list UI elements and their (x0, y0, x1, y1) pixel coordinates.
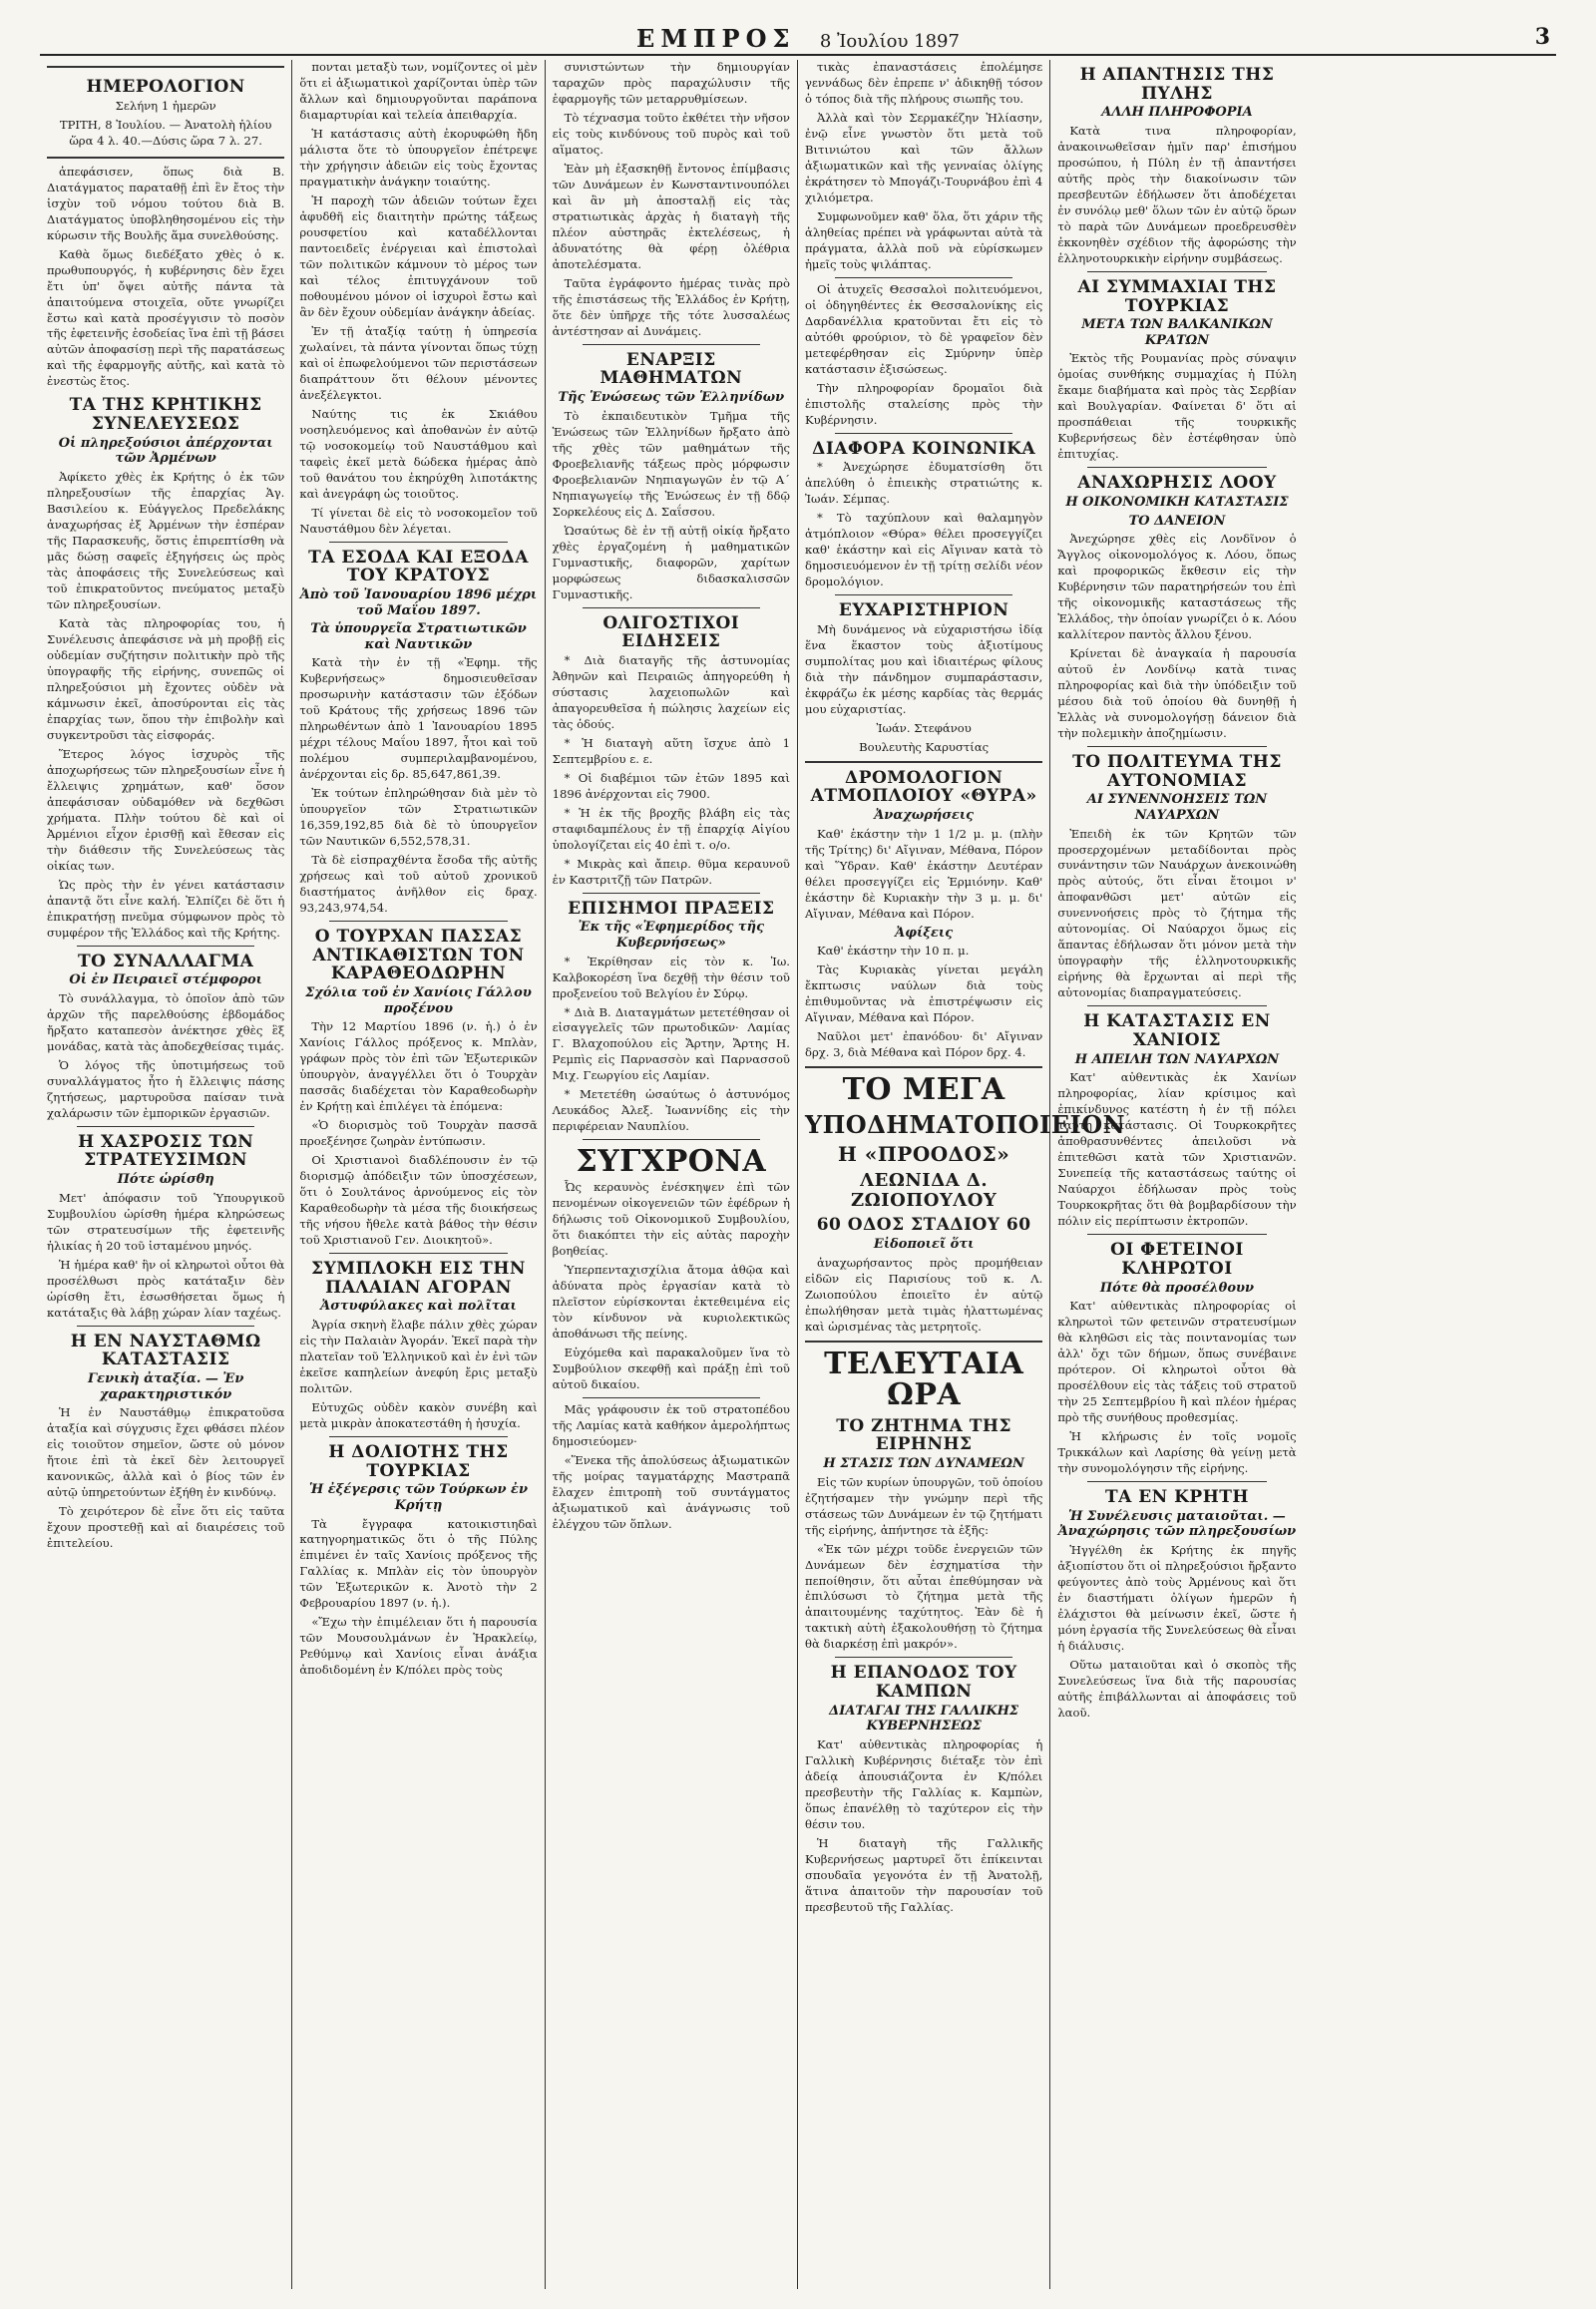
divider (805, 1341, 1042, 1343)
article-text: Οὕτω ματαιοῦται καὶ ὁ σκοπὸς τῆς Συνελεύσεως ἵνα διὰ τῆς παρουσίας αὐτῆς ἐπιβάλλωνται αἱ ἀποφάσεις τοῦ λαοῦ. (1057, 1657, 1297, 1720)
article-text: * Τὸ ταχύπλουν καὶ θαλαμηγὸν ἀτμόπλοιον «Θύρα» θέλει προσεγγίζει καθ' ἑκάστην καὶ εἰς Αἴγιναν κατὰ τὸ δημοσιευόμενον ἐν τῇ τρίτῃ σελίδι νέον δρομολόγιον. (804, 511, 1043, 589)
headline-episimoi: ΕΠΙΣΗΜΟΙ ΠΡΑΞΕΙΣ (568, 898, 775, 919)
divider (835, 1657, 1012, 1658)
headline-diafora: ΔΙΑΦΟΡΑ ΚΟΙΝΩΝΙΚΑ (812, 438, 1036, 459)
headline-doliotis: Η ΔΟΛΙΟΤΗΣ ΤΗΣ ΤΟΥΡΚΙΑΣ (328, 1441, 509, 1481)
article-text: Ἀγρία σκηνὴ ἔλαβε πάλιν χθὲς χώραν εἰς τὴν Παλαιὰν Ἀγοράν. Ἐκεῖ παρὰ τὴν πλατεῖαν τοῦ Ἑλληνικοῦ καὶ ἐν ἐνὶ τῶν ἐκεῖσε καπηλείων ἀνεφύη ἔρις μεταξὺ πολιτῶν. (299, 1318, 538, 1395)
subhead-stasis: Η ΣΤΑΣΙΣ ΤΩΝ ΔΥΝΑΜΕΩΝ (823, 1456, 1024, 1471)
article-text: Ἀλλὰ καὶ τὸν Σερμακέζην Ἠλίασην, ἐνῷ εἶνε γνωστὸν ὅτι μετὰ τοῦ Βιτινιώτου καὶ τῶν ἄλλων ἀξιωματικῶν καὶ τῆς γενναίας ὀλίγης ἐκράτησεν τὸ Μπογάζι-Τουρνάβου ἐπὶ 4 χιλιόμετρα. (804, 110, 1043, 204)
ad-headline-leonida: ΛΕΩΝΙΔΑ Δ. ΖΩΙΟΠΟΥΛΟΥ (851, 1169, 998, 1211)
article-text: Ἐκτὸς τῆς Ρουμανίας πρὸς σύναψιν ὁμοίας συνθήκης συμμαχίας ἡ Πύλη ἔκαμε διαβήματα καὶ πρὸς τὰς Σερβίαν καὶ Βουλγαρίαν. Φαίνεται δ' ὅτι αἱ προσπάθειαι τῆς τουρκικῆς Κυβερνήσεως δὲν ἐστέφθησαν ὑπὸ ἐπιτυχίας. (1057, 351, 1297, 462)
article-text: Μετ' ἀπόφασιν τοῦ Ὑπουργικοῦ Συμβουλίου ὡρίσθη ἡμέρα κληρώσεως τῶν στρατευσίμων τῆς ἐφετεινῆς ἡλικίας ἡ 20 τοῦ ἰσταμένου μηνός. (47, 1190, 285, 1253)
headline-oligostixoi: ΟΛΙΓΟΣΤΙΧΟΙ ΕΙΔΗΣΕΙΣ (602, 612, 740, 652)
divider (835, 433, 1012, 434)
ad-subhead: Εἰδοποιεῖ ὅτι (873, 1237, 975, 1253)
divider (1087, 1234, 1266, 1235)
divider (77, 1326, 254, 1327)
divider (1087, 1005, 1266, 1006)
article-text: Κατ' αὐθεντικὰς πληροφορίας οἱ κληρωτοὶ τῶν φετεινῶν στρατευσίμων θὰ κληθῶσι εἰς τὰς ποιντανομίας των ἀλλ' ὄχι τῶν δήμων, ὅπως συνέβαινε πρότερον. Οἱ κληρωτοὶ οὗτοι θὰ προσέλθουν εἰς τὰς τάξεις τοῦ στρατοῦ τὴν 25 Σεπτεμβρίου ἢ καὶ πλέον ἡμέρας πρὸ τῆς συνήθους προθεσμίας. (1057, 1299, 1297, 1425)
divider (329, 1436, 507, 1437)
newspaper-page (40, 20, 1556, 2289)
subhead-afixeis: Ἀφίξεις (895, 925, 954, 941)
divider (1087, 467, 1266, 468)
article-text: Ἡ ἡμέρα καθ' ἣν οἱ κληρωτοὶ οὗτοι θὰ προσέλθωσι πρὸς κατάταξιν δὲν ὡρίσθη ἔτι, ἐσωσθήσεται ὅμως ἡ κατάταξις θὰ λάβῃ χώραν λίαν ταχέως. (47, 1257, 285, 1320)
article-text: * Μετετέθη ὡσαύτως ὁ ἀστυνόμος Λευκάδος Ἀλεξ. Ἰωαννίδης εἰς τὴν περιφέρειαν Ναυπλίου. (552, 1087, 790, 1134)
divider (329, 1253, 507, 1254)
article-text: Ταῦτα ἐγράφοντο ἡμέρας τινὰς πρὸ τῆς ἐπιστάσεως τῆς Ἑλλάδος ἐν Κρήτῃ, ὅτε δὲν ὑπῆρχε τῆς τότε λυσσαλέως ἀντέστησαν αἱ Δυνάμεις. (552, 275, 790, 338)
article-text: Ἀνεχώρησε χθὲς εἰς Λονδῖνον ὁ Ἄγγλος οἰκονομολόγος κ. Λόου, ὅπως καὶ προφορικῶς ἔκθεσιν εἰς τὴν Κυβέρνησιν τῶν παρατηρήσεών του ἐπὶ τῆς οἰκονομικῆς καταστάσεως τῆς Ἑλλάδος, τὴν ὁποίαν γνωρίζει ὁ κ. Λόου καλλίτερον παντὸς ἄλλου ξένου. (1057, 532, 1297, 642)
article-text: Ὑπερπενταχισχίλια ἄτομα ἀθῷα καὶ ἀδύνατα πρὸς ἐργασίαν κατὰ τὸ πλεῖστον εὑρίσκονται ἐκτεθειμένα εἰς τὸν κίνδυνον νὰ κυριολεκτικῶς ἀποθάνωσι τῆς πείνης. (552, 1262, 790, 1341)
article-text: «Ἔχω τὴν ἐπιμέλειαν ὅτι ἡ παρουσία τῶν Μουσουλμάνων ἐν Ἡρακλείῳ, Ρεθύμνῳ καὶ Χανίοις εἶναι ἀνάξια ἀποδιδομένη ἐν Κ/πόλει πρὸς τοὺς (299, 1615, 538, 1678)
article-text: Ὡς πρὸς τὴν ἐν γένει κατάστασιν ἀπαντᾷ ὅτι εἶνε καλή. Ἐλπίζει δὲ ὅτι ἡ ἐπικρατήσῃ πνεῦμα σύμφωνον πρὸς τὸ συμφέρον τῆς Ἑλλάδος καὶ τῆς Κρήτης. (47, 877, 285, 940)
headline-crete: ΤΑ ΤΗΣ ΚΡΗΤΙΚΗΣ ΣΥΝΕΛΕΥΣΕΩΣ (69, 395, 262, 435)
headline-synplokh: ΣΥΜΠΛΟΚΗ ΕΙΣ ΤΗΝ ΠΑΛΑΙΑΝ ΑΓΟΡΑΝ (311, 1259, 526, 1298)
article-text: Καθ' ἑκάστην τὴν 10 π. μ. (816, 944, 970, 959)
subhead-xania: Η ΑΠΕΙΛΗ ΤΩΝ ΝΑΥΑΡΧΩΝ (1074, 1051, 1280, 1067)
article-text: Ὦς κεραυνὸς ἐνέσκηψεν ἐπὶ τῶν πενομένων οἰκογενειῶν τῶν ἐφέδρων ἡ δήλωσις τοῦ Οἰκονομικοῦ Συμβουλίου, ὅτι διακόπτει τὴν εἰς αὐτὰς παροχὴν βοηθείας. (552, 1179, 790, 1258)
column-2 (292, 60, 545, 2289)
article-text: Οἱ ἀτυχεῖς Θεσσαλοὶ πολιτευόμενοι, οἱ ὁδηγηθέντες ἐκ Θεσσαλονίκης εἰς Δαρδανέλλια κρατοῦνται ἔτι εἰς τὸ αὐτόθι φρούριον, τὸ δὲ γραφεῖον δὲν μετεφέρθησαν εἰς Σμύρνην ὑπὲρ κατάστασιν ἐξισώσεως. (804, 281, 1043, 376)
article-text: Τὸ ἐκπαιδευτικὸν Τμῆμα τῆς Ἑνώσεως τῶν Ἑλληνίδων ἤρξατο ἀπὸ τῆς χθὲς τῶν μαθημάτων τῆς Φροεβελιανῆς τάξεως πρὸς μόρφωσιν Φροεβελιανῶν Νηπιαγωγῶν ἐν τῷ Α΄ Νηπιαγωγείῳ τῆς Ἑνώσεως ἐν τῇ δδῷ Σορκελέους εἰς Δ. Σαΐσσου. (552, 408, 790, 519)
article-text: * Ἡ ἐκ τῆς βροχῆς βλάβη εἰς τὰς σταφιδαμπέλους ἐν τῇ ἐπαρχίᾳ Αἰγίου ὑπολογίζεται εἰς 40 ἐπὶ τ. ο/ο. (552, 805, 790, 852)
article-text: Κατὰ τὴν ἐν τῇ «Ἐφημ. τῆς Κυβερνήσεως» δημοσιευθεῖσαν προσωρινὴν κατάστασιν τῶν ἐξόδων τοῦ Κράτους τῆς χρήσεως 1896 τῶν πληρωθέντων ἀπὸ 1 Ἰανουαρίου 1895 μέχρι τέλους Μαΐου 1897, ἦτοι καὶ τοῦ πολέμου συμπεριλαμβανομένου, ἀνέρχονται εἰς δρ. 85,647,861,39. (299, 655, 538, 782)
headline-nafstathmos: Η ΕΝ ΝΑΥΣΤΑΘΜΩ ΚΑΤΑΣΤΑΣΙΣ (70, 1331, 261, 1370)
masthead (40, 20, 1556, 56)
headline-zitima: ΤΟ ΖΗΤΗΜΑ ΤΗΣ ΕΙΡΗΝΗΣ (836, 1415, 1012, 1455)
ad-headline-odos: 60 ΟΔΟΣ ΣΤΑΔΙΟΥ 60 (816, 1215, 1031, 1236)
subhead-kriti: Ἡ Συνέλευσις ματαιοῦται. — Ἀναχώρησις τῶν πληρεξουσίων (1057, 1508, 1297, 1540)
column-4 (798, 60, 1126, 2289)
ad-headline-proodos: Η «ΠΡΟΟΔΟΣ» (838, 1141, 1010, 1166)
article-text: Ἡ κατάστασις αὐτὴ ἐκορυφώθη ἤδη μάλιστα ὅτε τὸ ὑπουργεῖον ἐπέτρεψε τὴν χρήγησιν ἀδειῶν εἰς τοὺς ἔχοντας πραγματικὴν ἀνάγκην τοιαύτης. (299, 126, 538, 189)
ad-headline-ypodimatopoieion: ΥΠΟΔΗΜΑΤΟΠΟΙΕΙΟΝ (804, 1109, 1126, 1139)
headline-klirosis: Η ΧΑΣΡΟΣΙΣ ΤΩΝ ΣΤΡΑΤΕΥΣΙΜΩΝ (78, 1131, 254, 1171)
article-text: Ὁ λόγος τῆς ὑποτιμήσεως τοῦ συναλλάγματος ἦτο ἡ ἔλλειψις πάσης ζητήσεως, μαρτυροῦσα παίσαν τινὰ χαλάρωσιν τῶν ἐμπορικῶν ἐργασιῶν. (47, 1057, 285, 1120)
article-text: τικὰς ἐπαναστάσεις ἐπολέμησε γεννάδως δὲν ἐπρεπε ν' ἀδικηθῇ τόσον ὁ τόπος διὰ τῆς πλήρους σιωπῆς του. (804, 60, 1043, 106)
article-text: Ἕτερος λόγος ἰσχυρὸς τῆς ἀποχωρήσεως τῶν πληρεξουσίων εἶνε ἡ ἔλλειψις χρημάτων, καθ' ὅσον ἀπεφάσισαν οὐδαμόθεν νὰ δεχθῶσι χρήματα. Πλὴν τούτου δὲ καὶ οἱ Ἀρμένιοι εἶχον ἐρισθῇ καὶ ἔθεσαν εἰς τὴν διάθεσιν τῆς Συνελεύσεως τὰς οἰκίας των. (47, 746, 285, 873)
almanac-title: ΗΜΕΡΟΛΟΓΙΟΝ (86, 77, 245, 97)
article-text: Οἱ Χριστιανοὶ διαδλέπουσιν ἐν τῷ διορισμῷ ἀπόδειξιν τῶν ὑποσχέσεων, ὅτι ὁ Σουλτάνος ἀρνούμενος εἰς τὸν Καραθεοδωρὴν τὰ μέσα τῆς διοικήσεως τῆς νήσου ἤθελε κατὰ βάθος τὴν θέσιν τοῦ Χριστιανοῦ Γεν. Διοικητοῦ». (299, 1153, 538, 1248)
article-text: Ναῦλοι μετ' ἐπανόδου· δι' Αἴγιναν δρχ. 3, διὰ Μέθανα καὶ Πόρον δρχ. 4. (804, 1029, 1043, 1060)
article-text: Καθ' ἑκάστην τὴν 1 1/2 μ. μ. (πλὴν τῆς Τρίτης) δι' Αἴγιναν, Μέθανα, Πόρον καὶ Ὕδραν. Καθ' ἑκάστην Δευτέραν θέλει προσεγγίζει εἰς Ἑρμιόνην. Καθ' ἑκάστην δὲ Κυριακὴν τὴν 3 μ. μ. δι' Αἴγιναν, Μέθανα καὶ Πόρον. (804, 826, 1043, 921)
article-text: * Ἐκρίθησαν εἰς τὸν κ. Ἰω. Καλβοκορέση ἵνα δεχθῇ τὴν θέσιν τοῦ προξενείου τοῦ Βελγίου ἐν Σύρῳ. (552, 954, 790, 1000)
article-text: * Διὰ Β. Διαταγμάτων μετετέθησαν οἱ εἰσαγγελεῖς τῶν πρωτοδικῶν· Λαμίας Γ. Βλαχοπούλου εἰς Ἄρτην, Ἄρτης Η. Ρεμπὶς εἰς Παρνασσὸν καὶ Παρνασσοῦ Μιχ. Γεωργίου εἰς Λαμίαν. (552, 1004, 790, 1083)
headline-xania: Η ΚΑΤΑΣΤΑΣΙΣ ΕΝ ΧΑΝΙΟΙΣ (1083, 1011, 1271, 1051)
subhead-synplokh: Ἀστυφύλακες καὶ πολῖται (320, 1299, 517, 1315)
headline-kriti: ΤΑ ΕΝ ΚΡΗΤΗ (1104, 1486, 1249, 1507)
headline-epanodos: Η ΕΠΑΝΟΔΟΣ ΤΟΥ ΚΑΜΠΩΝ (830, 1663, 1017, 1703)
article-text: * Διὰ διαταγῆς τῆς ἀστυνομίας Ἀθηνῶν καὶ Πειραιῶς ἀπηγορεύθη ἡ σύστασις λαχειοπωλῶν καὶ ἀπαγορευθεῖσα ἡ πώλησις λαχείων εἰς τὰς ὁδούς. (552, 652, 790, 731)
article-text: Κατὰ τὰς πληροφορίας του, ἡ Συνέλευσις ἀπεφάσισε νὰ μὴ προβῇ εἰς οὐδεμίαν συζήτησιν πολιτικὴν πρὸ τῆς ὑπογραφῆς τῆς εἰρήνης, συνεπῶς οἱ πληρεξούσιοι μὴ ἔχοντες οὐδὲν νὰ κάμνωσιν ἐκεῖ, ἀποσύρονται εἰς τὰς ἐπαρχίας των, ὅπου τὴν ἐπιβολὴν καὶ συγκεντροῦσι τὰς εἰσφοράς. (47, 615, 285, 742)
article-text: «Ἐκ τῶν μέχρι τοῦδε ἐνεργειῶν τῶν Δυνάμεων δὲν ἐσχηματίσα τὴν πεποίθησιν, ὅτι αὗται ἐπεθύμησαν νὰ ἐπιλύσωσι τὸ ζήτημα μετὰ τῆς ἀπαιτουμένης ταχύτητος. Ἐὰν δὲ ἡ τακτικὴ αὐτὴ ἐξακολουθήσῃ τὸ ζήτημα θὰ διαρκέσῃ ἐπὶ μακρόν». (804, 1541, 1043, 1652)
divider (583, 607, 760, 608)
article-text: Κατὰ τινα πληροφορίαν, ἀνακοινωθεῖσαν ἡμῖν παρ' ἐπισήμου προσώπου, ἡ Πύλη ἐν τῇ ἀπαντήσει αὐτῆς πρὸς τὴν διακοίνωσιν τῶν πρεσβευτῶν ἐδήλωσεν ὅτι ἀποδέχεται ἐν συνόλῳ μεθ' ὅλων τῶν ἐν αὐτῷ ὅρων τὸ παρὰ τῶν Δυνάμεων προεδρευσθὲν ἐκκονηθὲν σχέδιον τῆς ἀφορώσης τὴν ἑλληνοτουρκικὴν εἰρήνην συμβάσεως. (1057, 123, 1297, 265)
divider (583, 1139, 760, 1140)
subhead-tourxan: Σχόλια τοῦ ἐν Χανίοις Γάλλου προξένου (305, 985, 532, 1016)
article-text: Κρίνεται δὲ ἀναγκαία ἡ παρουσία αὐτοῦ ἐν Λονδίνῳ κατὰ τινας πληροφορίας καὶ διὰ τὴν ὑπόδειξιν τοῦ μέσου διὰ τοῦ ὁποίου θὰ δυνηθῇ ἡ Ἑλλὰς νὰ συνομολογήσῃ δάνειον διὰ τὴν πολεμικὴν ἀποζημίωσιν. (1057, 646, 1297, 740)
column-1 (40, 60, 292, 2289)
article-text: * Ἀνεχώρησε ἐδυματσίσθη ὅτι ἀπελύθη ὁ ἐπιεικὴς στρατιώτης κ. Ἰωάν. Σέμπας. (804, 460, 1043, 507)
article-text: * Μικρὰς καὶ ἄπειρ. θῦμα κεραυνοῦ ἐν Καστριτζῇ τῶν Πατρῶν. (552, 856, 790, 887)
divider (77, 946, 254, 947)
subhead-esoda: Ἀπὸ τοῦ Ἰανουαρίου 1896 μέχρι τοῦ Μαΐου 1897. (299, 586, 538, 618)
signature-name: Ἰωάν. Στεφάνου (876, 720, 972, 735)
divider (329, 542, 507, 543)
divider (835, 594, 1012, 595)
headline-apantisis: Η ΑΠΑΝΤΗΣΙΣ ΤΗΣ ΠΥΛΗΣ (1079, 65, 1275, 104)
divider (805, 761, 1042, 763)
divider (1087, 1481, 1266, 1482)
article-text: Μᾶς γράφουσιν ἐκ τοῦ στρατοπέδου τῆς Λαμίας κατὰ καθήκον ἀμερολήπτως δημοσιεύομεν· (552, 1401, 790, 1448)
article-text: πονται μεταξὺ των, νομίζοντες οἱ μὲν ὅτι εἰ ἀξιωματικοὶ χαρίζονται ὑπὲρ τῶν ἄλλων καὶ δημιουργοῦνται παράπονα διαμαρτυρίαι καὶ τελεία ἀπειθαρχία. (299, 60, 538, 122)
masthead-title (40, 24, 1556, 53)
headline-teleftaia-ora: ΤΕΛΕΥΤΑΙΑ ΩΡΑ (824, 1346, 1024, 1413)
article-text: Ἐν τῇ ἀταξίᾳ ταύτῃ ἡ ὑπηρεσία χωλαίνει, τὰ πάντα γίνονται ὅπως τύχῃ καὶ οἱ ἐπωφελούμενοι τῶν περιστάσεων διαπράττουν ὅτι θέλουν μένοντες ἀνεξέλεγκτοι. (299, 323, 538, 402)
headline-sygxrona: ΣΥΓΧΡΟΝΑ (576, 1144, 767, 1180)
article-text: Ἐὰν μὴ ἐξασκηθῇ ἔντονος ἐπίμβασις τῶν Δυνάμεων ἐν Κωνσταντινουπόλει καὶ ἂν μὴ ἀποσταλῇ εἰς τὰς στρατιωτικὰς ἀρχὰς ἡ διαταγὴ τῆς πλέον αὐστηρᾶς ἐκτελέσεως, ἡ ἀδυνατότης θὰ φέρῃ ὀλέθρια ἀποτελέσματα. (552, 161, 790, 271)
article-text: Εἰς τῶν κυρίων ὑπουργῶν, τοῦ ὁποίου ἐζητήσαμεν τὴν γνώμην περὶ τῆς στάσεως τῶν Δυνάμεων ἐν τῷ ζητήματι τῆς εἰρήνης, ἀπήντησε τὰ ἑξῆς: (804, 1474, 1043, 1537)
column-5 (1050, 60, 1303, 2289)
columns (40, 60, 1556, 2289)
article-text: «Ἕνεκα τῆς ἀπολύσεως ἀξιωματικῶν τῆς μοίρας ταγματάρχης Μαστραπᾶ ἔλαχεν ἐπιτροπὴ τοῦ συντάγματος ἀξιωματικοῦ καὶ ἀνάγνωσις τοῦ ἐλέγχου τῶν ὅπλων. (552, 1452, 790, 1531)
subhead-matheseis: Τῆς Ἑνώσεως τῶν Ἑλληνίδων (558, 390, 785, 406)
column-3 (546, 60, 798, 2289)
issue-date: 8 Ἰουλίου 1897 (819, 31, 960, 52)
subhead-nafstathmos: Γενικὴ ἀταξία. — Ἐν χαρακτηριστικόν (87, 1370, 244, 1402)
subhead-anaxoriseis: Ἀναχωρήσεις (874, 808, 975, 824)
article-text: Συμφωνοῦμεν καθ' ὅλα, ὅτι χάριν τῆς ἀληθείας πρέπει νὰ γράφωνται αὐτὰ τὰ πράγματα, ἀλλὰ ποῦ νὰ εὑρίσκωμεν ἡμεῖς τοὺς ψιλάπτας. (804, 208, 1043, 271)
article-text: Ἀφίκετο χθὲς ἐκ Κρήτης ὁ ἐκ τῶν πληρεξουσίων τῆς ἐπαρχίας Ἁγ. Βασιλείου κ. Εὐάγγελος Πρεδελάκης ἀναχωρήσας ἐξ Ἀρμένων τὴν ἐσπέραν τῆς Παρασκευῆς, ὅστις ἐπιρεπτίσθη νὰ μᾶς δώσῃ σαφεῖς ἐξηγήσεις ὡς πρὸς τὰς ἀποφάσεις τῆς Συνελεύσεως καὶ τοῦ ἐπικρατοῦντος πνεύματος μεταξὺ τῶν πληρεξουσίων. (47, 469, 285, 611)
subhead-klirosis: Πότε ὡρίσθη (117, 1172, 214, 1188)
article-text: * Οἱ διαβέμιοι τῶν ἐτῶν 1895 καὶ 1896 ἀνέρχονται εἰς 7900. (552, 770, 790, 801)
divider (805, 1066, 1042, 1068)
article-text: Κατ' αὐθεντικὰς ἐκ Χανίων πληροφορίας, λίαν κρίσιμος καὶ ἐπικίνδυνος κατέστη ἡ ἐν τῇ πόλει ταύτῃ κατάστασις. Οἱ Τουρκοκρῆτες ἀποθρασυνθέντες ἀπειλοῦσι νὰ ἐπιτεθῶσι κατὰ τῶν Χριστιανῶν. Συνεπείᾳ τῆς καταστάσεως ταύτης οἱ Ναύαρχοι ἐδήλωσαν πρὸς τοὺς Τουρκοκρῆτας ὅτι θὰ βομβαρδίσουν τὴν πόλιν εἰς περίπτωσιν ἐκτροπῶν. (1057, 1070, 1297, 1229)
headline-anaxorisis: ΑΝΑΧΩΡΗΣΙΣ ΛΟΟΥ (1077, 473, 1277, 494)
article-text: Τὴν πληροφορίαν δρομαῖοι διὰ ἐπιστολῆς σταλείσης πρὸς τὴν Κυβέρνησιν. (804, 380, 1043, 427)
article-text: Ἡγγέλθη ἐκ Κρήτης ἐκ πηγῆς ἀξιοπίστου ὅτι οἱ πληρεξούσιοι ἤρξαντο φεύγοντες ἀπὸ τοὺς Ἀρμένους καὶ ὅτι ἐν διαστήματι ὀλίγων ἡμερῶν ἡ ἐλάχιστοι θὰ μείνωσιν ἐκεῖ, ὥστε ἡ μόνη ἐργασία τῆς Συνελεύσεως θὰ εἶναι ἡ διάλυσις. (1057, 1542, 1297, 1653)
article-text: Ἐπειδὴ ἐκ τῶν Κρητῶν τῶν προσερχομένων μεταδίδονται πρὸς συνάντησιν τῶν Ναυάρχων ἀνεκοινώθη πρὸς αὐτούς, ὅτι εἶναι ἔτοιμοι ν' ἀποφανθῶσι μετ' αὐτῶν εἰς συνεννοήσεις πρὸς τὸ ζήτημα τῆς αὐτονομίας. Οἱ Ναύαρχοι ὅμως εἰς ἅπαντας ἐδήλωσαν ὅτι μόνον μετὰ τὴν ὑπογραφὴν τῆς ἑλληνοτουρκικῆς εἰρήνης θὰ ἔρχωνται αἱ περὶ τῆς αὐτονομίας διαπραγματεύσεις. (1057, 826, 1297, 1000)
subhead-oikonomiki: Η ΟΙΚΟΝΟΜΙΚΗ ΚΑΤΑΣΤΑΣΙΣ (1065, 494, 1289, 510)
headline-klirotoi: ΟΙ ΦΕΤΕΙΝΟΙ ΚΛΗΡΩΤΟΙ (1110, 1240, 1244, 1279)
article-text: Ἡ κλήρωσις ἐν τοῖς νομοῖς Τρικκάλων καὶ Λαρίσης θὰ γείνῃ μετὰ τὴν συνομολόγησιν τῆς εἰρήνης. (1057, 1429, 1297, 1475)
subhead-alli: ΑΛΛΗ ΠΛΗΡΟΦΟΡΙΑ (1101, 105, 1253, 121)
divider (329, 921, 507, 922)
subhead-episimoi: Ἐκ τῆς «Ἐφημερίδος τῆς Κυβερνήσεως» (578, 920, 764, 951)
article-text: Τὸ συνάλλαγμα, τὸ ὁποῖον ἀπὸ τῶν ἀρχῶν τῆς παρελθούσης ἑβδομάδος ἤρξατο καταπεσὸν ἀνέκτησε χθὲς ἓξ μονάδας, κατὰ τὰς ἀποδεχθείσας τιμάς. (47, 990, 285, 1053)
almanac-line: ΤΡΙΤΗ, 8 Ἰουλίου. — Ἀνατολὴ ἡλίου ὥρα 4 λ. 40.—Δύσις ὥρα 7 λ. 27. (59, 117, 272, 148)
headline-dromologion: ΔΡΟΜΟΛΟΓΙΟΝ ΑΤΜΟΠΛΟΙΟΥ «ΘΥΡΑ» (810, 767, 1037, 807)
headline-eyxaristirion: ΕΥΧΑΡΙΣΤΗΡΙΟΝ (838, 600, 1009, 621)
headline-synallagma: ΤΟ ΣΥΝΑΛΛΑΓΜΑ (77, 951, 254, 971)
article-text: συνιστώντων τὴν δημιουργίαν ταραχῶν πρὸς παραχώλυσιν τῆς ἐφαρμογῆς τῶν μεταρρυθμίσεων. (552, 60, 790, 106)
divider (583, 893, 760, 894)
article-text: Μὴ δυνάμενος νὰ εὐχαριστήσω ἰδίᾳ ἕνα ἕκαστον τοὺς ἀξιοτίμους συμπολίτας μου καὶ ἰδιαιτέρως φίλους διὰ τὴν πάνδημον συμπαράστασιν, ἐκφράζω ἐκ μέσης καρδίας τὰς θερμάς μου εὐχαριστίας. (804, 621, 1043, 716)
subhead-crete: Οἱ πληρεξούσιοι ἀπέρχονται τῶν Ἀρμένων (58, 435, 273, 467)
subhead-daneion: ΤΟ ΔΑΝΕΙΟΝ (1128, 513, 1226, 529)
article-text: Εὐχόμεθα καὶ παρακαλοῦμεν ἵνα τὸ Συμβούλιον σκεφθῇ καὶ πράξῃ ἐπὶ τοῦ αὐτοῦ δικαίου. (552, 1345, 790, 1391)
article-text: Τὸ χειρότερον δὲ εἶνε ὅτι εἰς ταῦτα ἔχουν προστεθῇ καὶ αἱ διαιρέσεις τοῦ ἐπιτελείου. (47, 1504, 285, 1550)
article-text: Τὰς Κυριακὰς γίνεται μεγάλη ἔκπτωσις ναύλων διὰ τοὺς ἐπιθυμοῦντας νὰ ἐπιστρέψωσιν εἰς Αἴγιναν, Μέθανα καὶ Πόρον. (804, 962, 1043, 1025)
article-text: Ἡ ἐν Ναυστάθμῳ ἐπικρατοῦσα ἀταξία καὶ σύγχυσις ἔχει φθάσει πλέον εἰς τοιοῦτον σημεῖον, ὥστε οὐ μόνον ἤτοιε ἐπὶ τὰ ἐκεῖ δὲν λειτουργεῖ κανονικῶς, ἀλλὰ καὶ ὁ βίος τῶν ἐν αὐτῷ ὑπηρετούντων ἐξήθη ἐν κινδύνῳ. (47, 1405, 285, 1500)
divider (835, 277, 1012, 278)
divider (1087, 271, 1266, 272)
page-number: 3 (1534, 24, 1550, 50)
article-text: Τί γίνεται δὲ εἰς τὸ νοσοκομεῖον τοῦ Ναυστάθμου δὲν λέγεται. (299, 505, 538, 536)
newspaper-name: ΕΜΠΡΟΣ (636, 24, 796, 53)
divider (1087, 746, 1266, 747)
article-text: Καθὰ ὅμως διεδέξατο χθὲς ὁ κ. πρωθυπουργός, ἡ κυβέρνησις δὲν ἔχει ἔτι ὑπ' ὄψει αὐτῆς πάντα τὰ ἀπαιτούμενα στοιχεῖα, οὔτε γνωρίζει ἔστω καὶ κατὰ προσέγγισιν τὸ ποσὸν τῆς ἐφετεινῆς ἐσοδείας ἵνα ἐπὶ τῇ βάσει αὐτῶν ἀποφασίσῃ περὶ τῆς παρατάσεως καὶ τῆς ἐφαρμογῆς αὐτῆς, καὶ κατὰ τὸ ἐνεστὼς ἔτος. (47, 246, 285, 389)
subhead-diatagai: ΔΙΑΤΑΓΑΙ ΤΗΣ ΓΑΛΛΙΚΗΣ ΚΥΒΕΡΝΗΣΕΩΣ (829, 1703, 1019, 1734)
article-text: Εὐτυχῶς οὐδὲν κακὸν συνέβη καὶ μετὰ μικρὰν ἀποκατεστάθη ἡ ἡσυχία. (299, 1399, 538, 1430)
headline-esoda: ΤΑ ΕΣΟΔΑ ΚΑΙ ΕΞΟΔΑ ΤΟΥ ΚΡΑΤΟΥΣ (308, 547, 529, 586)
article-text: «Ὁ διορισμὸς τοῦ Τουρχὰν πασσᾶ προεξένησε ζωηρὰν ἐντύπωσιν. (299, 1118, 538, 1149)
article-text: Ἡ διαταγὴ τῆς Γαλλικῆς Κυβερνήσεως μαρτυρεῖ ὅτι ἐπίκεινται σπουδαῖα γεγονότα ἐν τῇ Ἀνατολῇ, ἅτινα ἀπαιτοῦν τὴν παρουσίαν τοῦ πρεσβευτοῦ τῆς Γαλλίας. (804, 1835, 1043, 1914)
article-text: Ναύτης τις ἐκ Σκιάθου νοσηλευόμενος καὶ ἀποθανὼν ἐν αὐτῷ τῷ νοσοκομείῳ τοῦ Ναυστάθμου καὶ ταφεὶς ἐκεῖ μετὰ δώδεκα ἡμέρας ἀπὸ τοῦ θανάτου του ἐκηρύχθη λιποτάκτης καὶ ἀνεγράφη ὡς τοιοῦτος. (299, 406, 538, 501)
article-text: ἀναχωρήσαντος πρὸς προμήθειαν εἰδῶν εἰς Παρισίους τοῦ κ. Λ. Ζωιοπούλου ἐποιεῖτο ἐν αὐτῷ ἐπωλήθησαν μετὰ τιμὰς ἠλαττωμένας καὶ ὡρισμένας τὰς μετρητοῖς. (804, 1255, 1043, 1334)
almanac-moon: Σελήνη 1 ἡμερῶν (115, 98, 216, 113)
divider (583, 344, 760, 345)
signature-title: Βουλευτὴς Καρυστίας (859, 739, 990, 754)
headline-symmaxia: ΑΙ ΣΥΜΜΑΧΙΑΙ ΤΗΣ ΤΟΥΡΚΙΑΣ (1077, 276, 1277, 316)
article-text: Τὴν 12 Μαρτίου 1896 (ν. ἡ.) ὁ ἐν Χανίοις Γάλλος πρόξενος κ. Μπλὰν, γράφων πρὸς τὸν ἐπὶ τῶν Ἐξωτερικῶν ὑπουργὸν, ἀναγγέλλει ὅτι ὁ Τουρχὰν πασσᾶς διαδέχεται τὸν Καραθεοδωρὴν ἐν Κρήτῃ καὶ ἐπιλέγει τὰ ἑπόμενα: (299, 1019, 538, 1114)
article-text: Ἐκ τούτων ἐπληρώθησαν διὰ μὲν τὸ ὑπουργεῖον τῶν Στρατιωτικῶν 16,359,192,85 διὰ δὲ τὸ ὑπουργεῖον τῶν Ναυτικῶν 6,552,578,31. (299, 786, 538, 849)
subhead-symmaxia: ΜΕΤΑ ΤΩΝ ΒΑΛΚΑΝΙΚΩΝ ΚΡΑΤΩΝ (1081, 317, 1273, 348)
headline-politeyma: ΤΟ ΠΟΛΙΤΕΥΜΑ ΤΗΣ ΑΥΤΟΝΟΜΙΑΣ (1072, 751, 1282, 791)
divider (583, 1397, 760, 1398)
subhead-politeyma: ΑΙ ΣΥΝΕΝΝΟΗΣΕΙΣ ΤΩΝ ΝΑΥΑΡΧΩΝ (1086, 792, 1268, 823)
divider (77, 1126, 254, 1127)
subhead-synallagma: Οἱ ἐν Πειραιεῖ στέμφοροι (69, 972, 262, 988)
headline-tourxan: Ο ΤΟΥΡΧΑΝ ΠΑΣΣΑΣ ΑΝΤΙΚΑΘΙΣΤΩΝ ΤΟΝ ΚΑΡΑΘΕΟΔΩΡΗΝ (312, 927, 525, 984)
ad-headline-mega: ΤΟ ΜΕΓΑ (842, 1072, 1005, 1108)
article-text: * Ἡ διαταγὴ αὕτη ἴσχυε ἀπὸ 1 Σεπτεμβρίου ε. ε. (552, 735, 790, 766)
subhead-doliotis: Ἡ ἐξέγερσις τῶν Τούρκων ἐν Κρήτῃ (309, 1482, 528, 1513)
article-text: Τὸ τέχνασμα τοῦτο ἐκθέτει τὴν νῆσον εἰς τοὺς κινδύνους τοῦ πυρὸς καὶ τοῦ αἵματος. (552, 110, 790, 157)
subhead-klirotoi: Πότε θὰ προσέλθουν (1099, 1280, 1255, 1296)
article-text: Τὰ ἔγγραφα κατοικιστιηδαὶ κατηγορηματικῶς ὅτι ὁ τῆς Πύλης ἐπιμένει ἐν ταῖς Χανίοις πρόξενος τῆς Γαλλίας κ. Μπλὰν εἰς τὸν ὑπουργὸν τῶν Ἐξωτερικῶν κ. Ἀνοτὸ τὴν 2 Φεβρουαρίου 1897 (ν. ἡ.). (299, 1516, 538, 1611)
article-text: Ὡσαύτως δὲ ἐν τῇ αὐτῇ οἰκίᾳ ἤρξατο χθὲς ἐργαζομένη ἡ μαθηματικῶν Γυμναστικῆς, διαφορῶν, χαρίτων μορφώσεως διδασκαλισσῶν Γυμναστικῆς. (552, 523, 790, 601)
almanac-box (47, 66, 284, 159)
subhead-esoda-2: Τὰ ὑπουργεῖα Στρατιωτικῶν καὶ Ναυτικῶν (310, 621, 527, 652)
article-text: ἀπεφάσισεν, ὅπως διὰ Β. Διατάγματος παραταθῇ ἐπὶ ἓν ἔτος τὴν ἰσχὺν τοῦ νόμου τούτου διὰ Β. Διατάγματος ὑποβληθησομένου εἰς τὴν κύρωσιν τῆς Βουλῆς ἅμα συνελθούσης. (47, 164, 285, 242)
article-text: Κατ' αὐθεντικὰς πληροφορίας ἡ Γαλλικὴ Κυβέρνησις διέταξε τὸν ἐπὶ ἀδείᾳ ἀπουσιάζοντα ἐν Κ/πόλει πρεσβευτὴν τῆς Γαλλίας κ. Καμπὼν, ὅπως ἐπανέλθῃ τὸ ταχύτερον εἰς τὴν θέσιν του. (804, 1736, 1043, 1831)
headline-matheseis: ΕΝΑΡΞΙΣ ΜΑΘΗΜΑΤΩΝ (599, 349, 743, 389)
article-text: Τὰ δὲ εἰσπραχθέντα ἔσοδα τῆς αὐτῆς χρήσεως καὶ τοῦ αὐτοῦ χρονικοῦ διαστήματος ἀνῆλθον εἰς δραχ. 93,243,974,54. (299, 853, 538, 916)
article-text: Ἡ παροχὴ τῶν ἀδειῶν τούτων ἔχει ἀφυδθῆ εἰς διαιτητὴν πρώτης τάξεως ρουσφετίου καὶ καταδέλλονται παντοειδεῖς ἐνέργειαι καὶ ἐπιστολαὶ τῶν πολιτικῶν κάμνουν τὸ μέρος των καὶ τέλος ἐπιτυγχάνουν τοῦ ποθουμένου μόνον οἱ ἰσχυροὶ ἔστω καὶ ἂν δὲν ἔχουν οὐδεμίαν ἀνάγκην ἀδείας. (299, 192, 538, 319)
